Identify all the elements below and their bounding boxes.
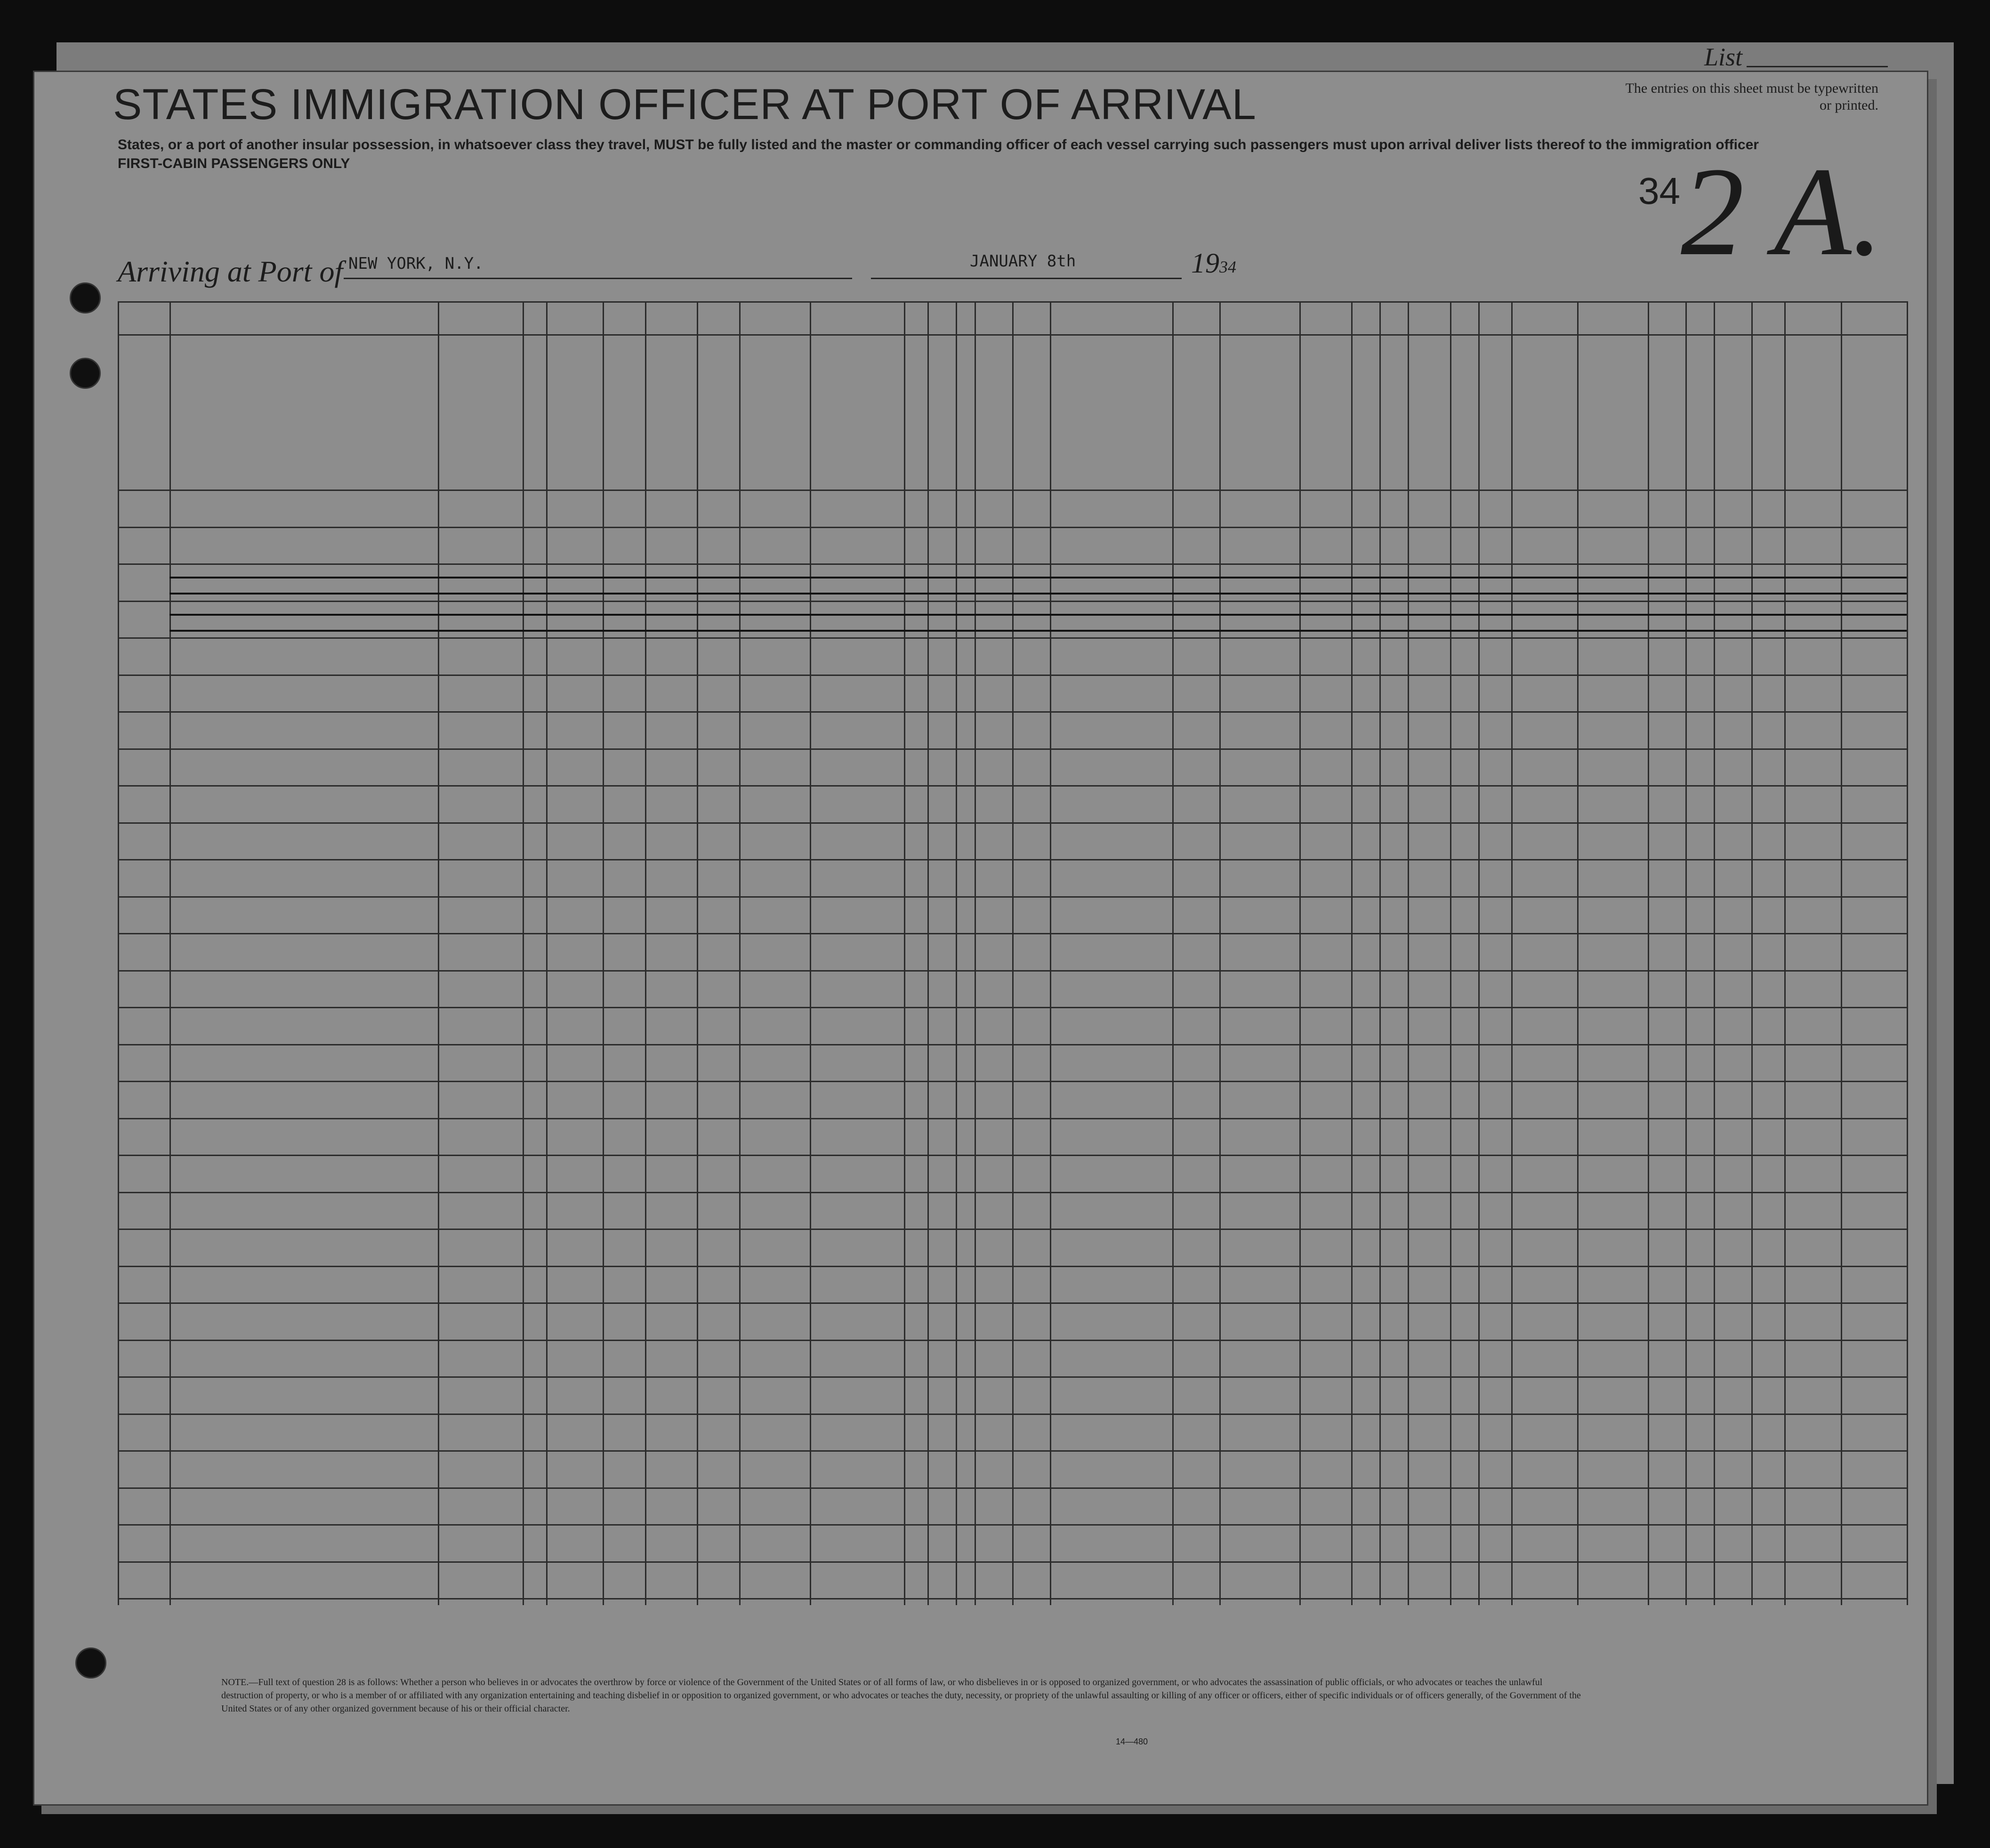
sheet-mark: 2 A. [1681,141,1884,282]
column-rule [1751,301,1753,1605]
column-rule [927,301,929,1605]
column-header-vertical [1176,344,1195,485]
year-value [1191,247,1236,280]
column-rule [1408,301,1409,1605]
strike-through-line [169,630,1907,632]
column-rule [1577,301,1579,1605]
row-rule [118,1007,1907,1008]
column-number [1351,301,1379,334]
row-rule [118,601,1907,602]
row-rule [118,1081,1907,1082]
row-rule [118,711,1907,713]
column-number [1478,301,1511,334]
port-value: NEW YORK, N.Y. [348,254,483,273]
column-number [1050,301,1172,334]
row-rule [118,1450,1907,1452]
column-number [438,301,603,334]
header-rule [118,334,1907,336]
row-rule [118,1487,1907,1489]
column-number [739,301,927,334]
column-number [1685,301,1751,334]
column-rule [1714,301,1715,1605]
row-rule [118,822,1907,824]
column-rule [645,301,646,1605]
column-number [1299,301,1351,334]
column-rule [739,301,741,1605]
row-rule [118,637,1907,639]
column-number [956,301,1050,334]
column-rule [956,301,957,1605]
row-rule [118,1524,1907,1526]
row-rule [118,1302,1907,1304]
year-prefix: 19 [1191,248,1219,279]
instruction-line: States, or a port of another insular possession, in whatsoever class they travel, MUST be fully listed and the master or commanding officer of each vessel carrying such passengers must upon arrival deliver lists thereof to the immigration officer [118,137,1759,153]
footnote: NOTE.—Full text of question 28 is as follows: Whether a person who believes in or advocates the overthrow by force or violence of the Government of the United States or of all forms of law, or who disbelieves in or is opposed to organized government, or who advocates the assassination of public officials, or who advocates or teaches the unlawful destruction of property, or who is a member of or affiliated with any organization entertaining and teaching disbelief in or opposition to organized government, or who advocates or teaches the duty, necessity, or propriety of the unlawful assaulting or killing of any officer or officers, either of specific individuals or of officers generally, of the Government of the United States or of any other organized government because of his or their official character. [221,1677,1581,1714]
column-rule [904,301,905,1605]
column-rule [1784,301,1786,1605]
column-number [603,301,645,334]
column-rule [1351,301,1353,1605]
instructions [118,136,1759,173]
ship-number: 34 [1638,170,1680,212]
column-rule [169,301,171,1605]
year-suffix: 34 [1219,257,1236,276]
column-header-vertical [1303,344,1322,485]
column-number [1408,301,1450,334]
column-number [927,301,956,334]
list-label: List [1704,43,1743,71]
column-number [697,301,739,334]
manifest-table [118,301,1907,1605]
column-rule [1012,301,1014,1605]
row-rule [118,1229,1907,1230]
row-rule [118,933,1907,934]
row-rule [118,675,1907,676]
column-rule [975,301,976,1605]
column-number [1511,301,1648,334]
row-rule [118,1155,1907,1156]
row-rule [118,1598,1907,1599]
column-header-vertical [1411,344,1430,485]
column-rule [697,301,698,1605]
row-rule [118,1561,1907,1563]
column-header-vertical [1355,344,1374,485]
column-rule [1050,301,1051,1605]
column-header-vertical [1454,344,1473,485]
row-rule [118,896,1907,898]
punch-hole [70,358,101,389]
row-rule [118,1192,1907,1193]
column-rule [523,301,524,1605]
column-number [1219,301,1299,334]
punch-hole [75,1647,106,1679]
column-number [1172,301,1219,334]
strike-through-line [169,577,1907,579]
row-rule [118,970,1907,972]
column-rule [1841,301,1842,1605]
column-rule [1685,301,1687,1605]
row-rule [118,748,1907,750]
column-number [1450,301,1478,334]
row-rule [118,1340,1907,1341]
column-rule [1379,301,1381,1605]
row-rule [118,1414,1907,1415]
column-number [1648,301,1685,334]
date-rule [871,278,1182,279]
column-number [1751,301,1907,334]
row-rule [118,1118,1907,1119]
column-header-vertical [701,344,719,485]
column-rule [1907,301,1908,1605]
column-rule [546,301,548,1605]
form-number: 14—480 [1116,1737,1148,1746]
column-number [1379,301,1408,334]
row-rule [118,563,1907,565]
column-rule [1511,301,1513,1605]
column-header-vertical [1223,344,1242,485]
row-rule [118,1376,1907,1378]
page-title: STATES IMMIGRATION OFFICER AT PORT OF ARRIVAL [113,80,1257,129]
date-value: JANUARY 8th [970,252,1076,271]
row-rule [118,785,1907,787]
port-rule [344,278,852,279]
header-rule [118,490,1907,491]
punch-hole [70,282,101,313]
list-rule [1747,66,1888,67]
column-rule [1172,301,1174,1605]
column-rule [1450,301,1451,1605]
column-rule [1219,301,1221,1605]
column-number [169,301,438,334]
column-rule [603,301,604,1605]
instruction-line: FIRST-CABIN PASSENGERS ONLY [118,156,350,171]
arriving-label: Arriving at Port of [118,255,343,288]
column-rule [1478,301,1480,1605]
row-rule [118,1044,1907,1045]
column-number [645,301,697,334]
entries-note: The entries on this sheet must be typewritten or printed. [1625,80,1878,113]
column-header-vertical [1383,344,1402,485]
strike-through-line [169,614,1907,616]
column-rule [438,301,439,1605]
column-number [118,301,169,334]
column-rule [118,301,119,1605]
column-rule [810,301,811,1605]
row-rule [118,859,1907,860]
column-rule [1299,301,1301,1605]
row-rule [118,527,1907,528]
column-header-vertical [606,344,625,485]
row-rule [118,1266,1907,1267]
column-rule [1648,301,1649,1605]
column-header-vertical [1054,344,1072,485]
strike-through-line [169,593,1907,595]
